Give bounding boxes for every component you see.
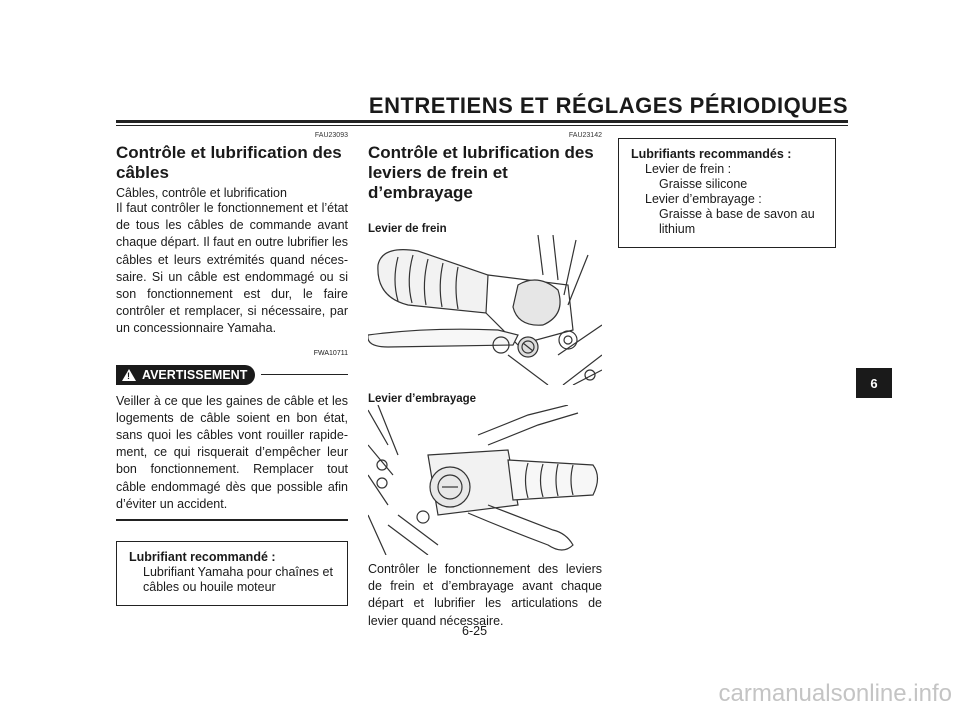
middle-column [368, 132, 602, 630]
section-heading: Contrôle et lubrification des leviers de frein et d’embrayage [368, 143, 594, 202]
lubricant-box [116, 541, 348, 606]
warning-header [116, 365, 348, 385]
lubricant-line: Lubrifiant Yamaha pour chaînes et [143, 565, 333, 580]
warning-code: FWA10711 [313, 349, 348, 357]
clutch-grease-cont: lithium [659, 222, 696, 236]
recommended-lubricants-box [618, 138, 836, 248]
lubricant-line: câbles ou houile moteur [143, 580, 276, 595]
clutch-lever-illustration [368, 405, 602, 555]
brake-lever-entry: Levier de frein : [645, 162, 732, 176]
brake-lever-label: Levier de frein [368, 223, 447, 235]
watermark: carmanualsonline.info [718, 680, 952, 707]
section-heading: Contrôle et lubrification des câbles [116, 143, 342, 182]
section-code: FAU23142 [568, 132, 602, 139]
page-header-title: ENTRETIENS ET RÉGLAGES PÉRIODIQUES [368, 93, 848, 118]
warning-end-rule [116, 519, 348, 521]
lubricant-title: Lubrifiant recommandé : [129, 550, 276, 565]
clutch-lever-label: Levier d’embrayage [368, 393, 477, 405]
header-rule [116, 120, 848, 123]
lever-body: Contrôler le fonctionnement des leviers de frein et d’embrayage avant chaque départ et lubrifier les articulations de levier quand nécessaire. [368, 562, 602, 628]
lubricants-title: Lubrifiants recommandés : [631, 147, 792, 161]
warning-triangle-icon: ! [122, 369, 136, 381]
brake-lever-illustration [368, 235, 602, 385]
page-number: 6-25 [462, 624, 488, 638]
warning-badge [116, 365, 255, 385]
section-code: FAU23093 [314, 132, 348, 139]
brake-grease: Graisse silicone [659, 177, 748, 191]
section-subheading: Câbles, contrôle et lubrification [116, 186, 287, 200]
clutch-lever-entry: Levier d’embrayage : [645, 192, 762, 206]
warning-text: Veiller à ce que les gaines de câble et les logements de câble soient en bon état, sans quoi les câbles vont rouiller rapide-ment, ce qui risquerait d’empêcher leur bon fonctionnement. Remplacer tout câble endommagé dès que possible afin d’éviter un accident. [116, 393, 348, 511]
warning-rule [261, 374, 348, 375]
section-body: Il faut contrôler le fonctionnement et l’état de tous les câbles de commande avant chaque départ. Il faut en outre lubrifier les câbles et leurs extrémités quand néces-saire. Si un câble est endommagé ou si son fonctionnement est dur, le faire contrôler et remplacer, si nécessaire, par un concessionnaire Yamaha. [116, 201, 348, 336]
header-rule-thin [116, 125, 848, 126]
warning-label: AVERTISSEMENT [142, 367, 248, 382]
clutch-grease: Graisse à base de savon au [659, 207, 815, 221]
chapter-tab: 6 [856, 368, 892, 398]
left-column [116, 132, 348, 606]
